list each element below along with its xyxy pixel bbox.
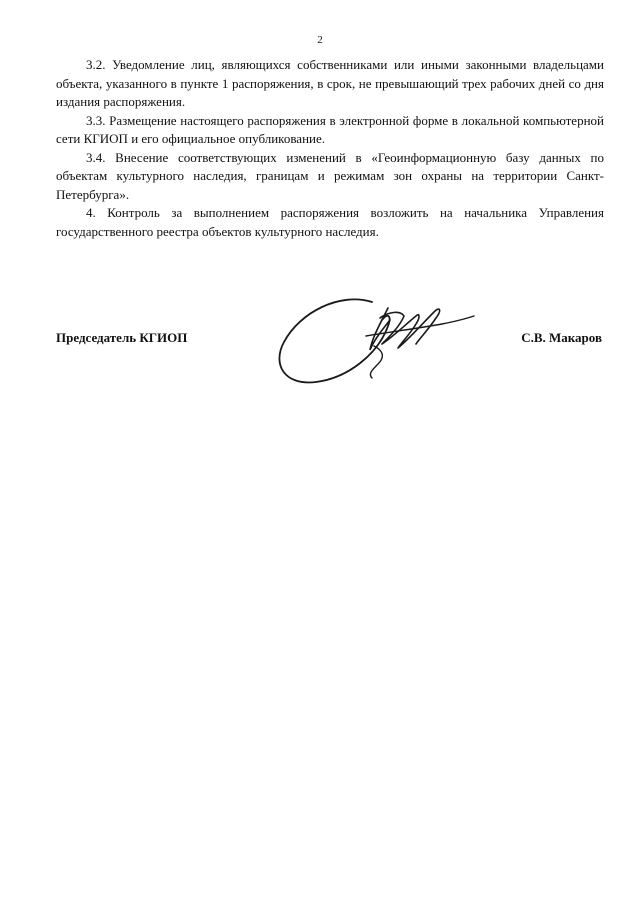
paragraph-3-4: 3.4. Внесение соответствующих изменений в «Геоинформационную базу данных по объектам культурного наследия, границам и режимам зон охраны на территории Санкт-Петербурга». bbox=[56, 149, 604, 202]
document-body bbox=[56, 56, 604, 241]
signer-title: Председатель КГИОП bbox=[56, 330, 188, 345]
paragraph-3-2: 3.2. Уведомление лиц, являющихся собственниками или иными законными владельцами объекта, указанного в пункте 1 распоряжения, в срок, не превышающий трех рабочих дней со дня издания распоряжения. bbox=[56, 57, 604, 109]
handwritten-signature bbox=[270, 290, 480, 395]
signature-block bbox=[0, 290, 640, 400]
page-number: 2 bbox=[317, 34, 323, 46]
paragraph-4: 4. Контроль за выполнением распоряжения возложить на начальника Управления государственного реестра объектов культурного наследия. bbox=[56, 205, 604, 239]
paragraph-3-3: 3.3. Размещение настоящего распоряжения в электронной форме в локальной компьютерной сети КГИОП и его официальное опубликование. bbox=[56, 112, 604, 146]
signer-name: С.В. Макаров bbox=[521, 330, 602, 345]
